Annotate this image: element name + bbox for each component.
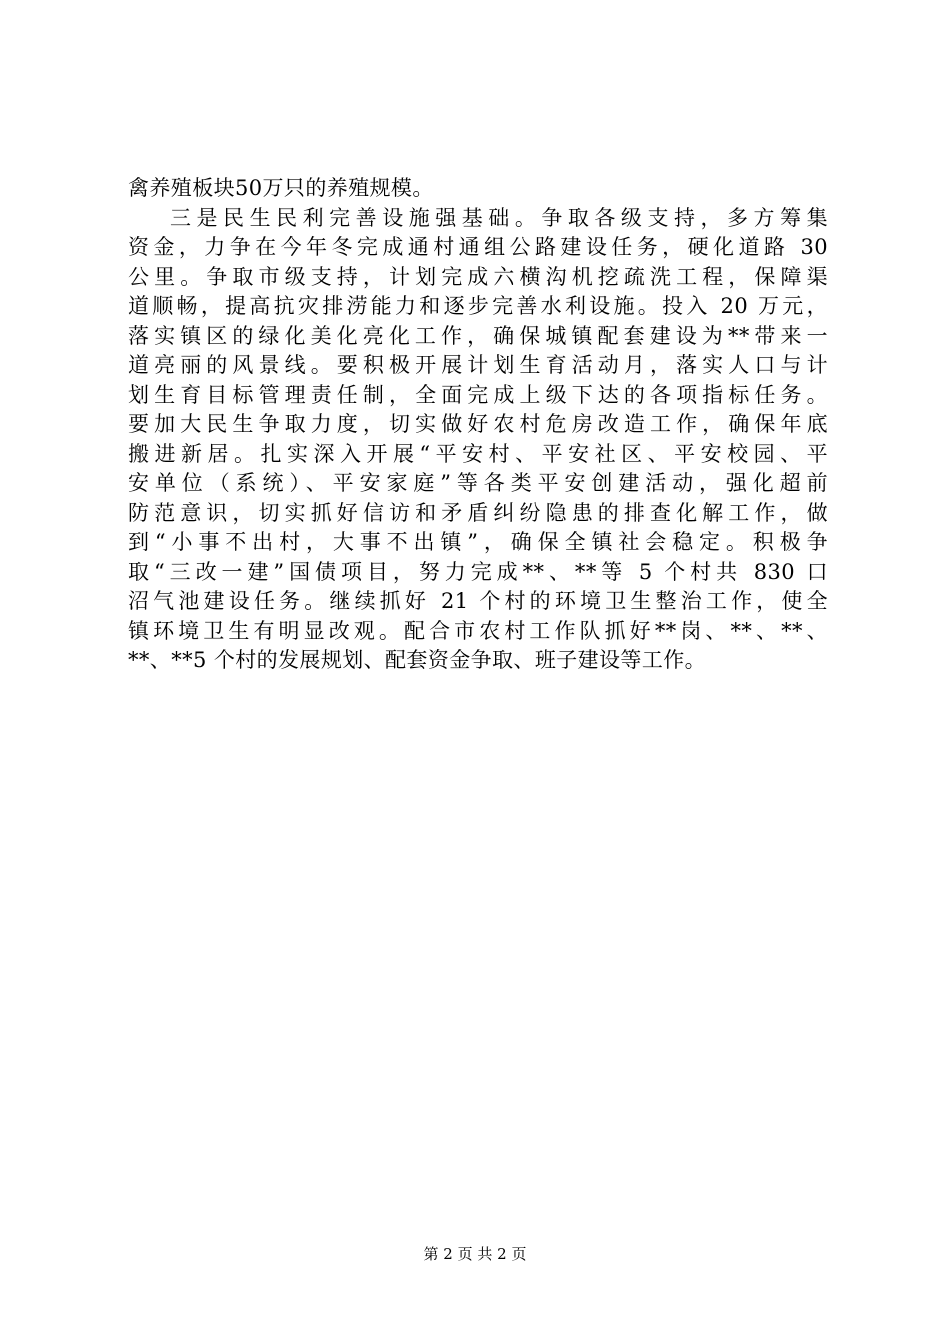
text-line: **、**5 个村的发展规划、配套资金争取、班子建设等工作。 [128,648,707,672]
text-line: 要加大民生争取力度，切实做好农村危房改造工作，确保年底 [128,412,828,436]
text-line: 到“小事不出村，大事不出镇”，确保全镇社会稳定。积极争 [128,530,828,554]
text-line: 安单位（系统）、平安家庭”等各类平安创建活动，强化超前 [128,471,828,495]
page-footer [0,1244,950,1264]
text-line: 落实镇区的绿化美化亮化工作，确保城镇配套建设为**带来一 [128,323,828,348]
text-line: 搬进新居。扎实深入开展“平安村、平安社区、平安校园、平 [128,441,828,466]
document-body [128,174,828,676]
text-line: 防范意识，切实抓好信访和矛盾纠纷隐患的排查化解工作，做 [128,500,828,525]
text-line: 禽养殖板块50万只的养殖规模。 [128,176,434,200]
text-line: 道亮丽的风景线。要积极开展计划生育活动月，落实人口与计 [128,353,828,377]
text-line: 道顺畅，提高抗灾排涝能力和逐步完善水利设施。投入 20 万元， [128,294,828,318]
text-line: 资金，力争在今年冬完成通村通组公路建设任务，硬化道路 30 [128,235,828,259]
text-line: 取“三改一建”国债项目，努力完成**、**等 5 个村共 830 口 [128,559,828,584]
page-number: 第 2 页 共 2 页 [423,1245,527,1263]
text-line: 公里。争取市级支持，计划完成六横沟机挖疏洗工程，保障渠 [128,264,828,289]
text-line: 划生育目标管理责任制，全面完成上级下达的各项指标任务。 [128,382,828,407]
text-line: 镇环境卫生有明显改观。配合市农村工作队抓好**岗、**、**、 [128,618,828,643]
text-line: 沼气池建设任务。继续抓好 21 个村的环境卫生整治工作，使全 [128,589,828,613]
text-line: 三是民生民利完善设施强基础。争取各级支持，多方筹集 [170,205,828,230]
